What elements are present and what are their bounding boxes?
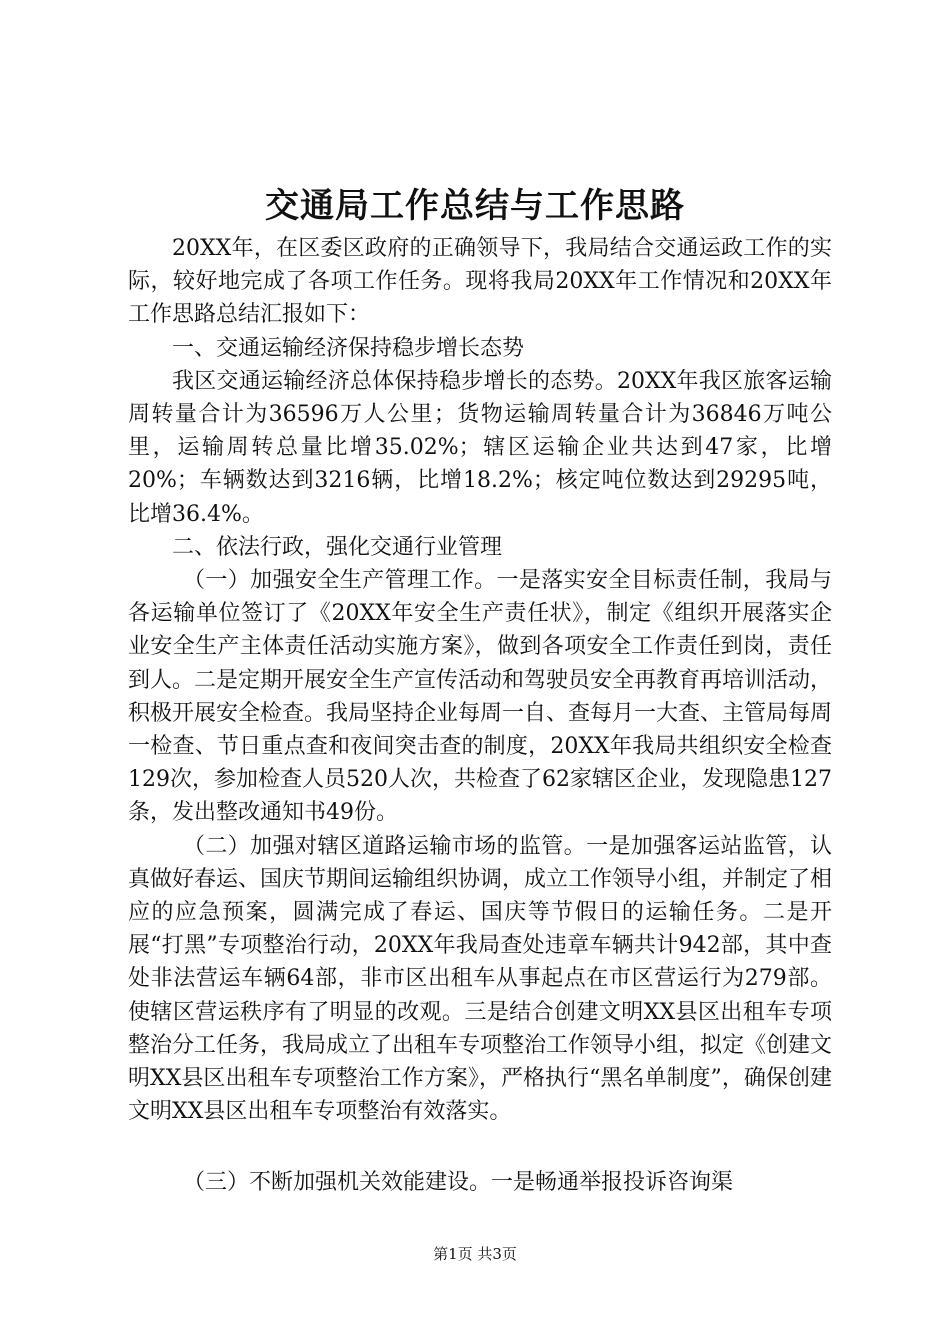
document-body	[128, 232, 832, 1200]
subsection-3-paragraph: （三）不断加强机关效能建设。一是畅通举报投诉咨询渠	[183, 1170, 734, 1196]
page-footer: 第1页 共3页	[433, 1245, 517, 1263]
subsection-1-paragraph: （一）加强安全生产管理工作。一是落实安全目标责任制，我局与各运输单位签订了《20XX年安全生产责任状》，制定《组织开展落实企业安全生产主体责任活动实施方案》，做到各项安全工作责任到岗，责任到人。二是定期开展安全生产宣传活动和驾驶员安全再教育再培训活动，积极开展安全检查。我局坚持企业每周一自、查每月一大查、主管局每周一检查、节日重点查和夜间突击查的制度，20XX年我局共组织安全检查129次，参加检查人员520人次，共检查了62家辖区企业，发现隐患127条，发出整改通知书49份。	[128, 568, 833, 826]
section-1-paragraph: 我区交通运输经济总体保持稳步增长的态势。20XX年我区旅客运输周转量合计为36596万人公里；货物运输周转量合计为36846万吨公里，运输周转总量比增35.02%；辖区运输企业共达到47家，比增20%；车辆数达到3216辆，比增18.2%；核定吨位数达到29295吨，比增36.4%。	[128, 368, 832, 527]
document-title: 交通局工作总结与工作思路	[265, 186, 685, 226]
paragraph-gap	[128, 1128, 832, 1166]
subsection-2-paragraph: （二）加强对辖区道路运输市场的监管。一是加强客运站监管，认真做好春运、国庆节期间运输组织协调，成立工作领导小组，并制定了相应的应急预案，圆满完成了春运、国庆等节假日的运输任务。二是开展“打黑”专项整治行动，20XX年我局查处违章车辆共计942部，其中查处非法营运车辆64部，非市区出租车从事起点在市区营运行为279部。使辖区营运秩序有了明显的改观。三是结合创建文明XX县区出租车专项整治分工任务，我局成立了出租车专项整治工作领导小组，拟定《创建文明XX县区出租车专项整治工作方案》，严格执行“黑名单制度”，确保创建文明XX县区出租车专项整治有效落实。	[128, 833, 833, 1125]
section-heading-1: 一、交通运输经济保持稳步增长态势	[172, 335, 525, 361]
intro-paragraph: 20XX年，在区委区政府的正确领导下，我局结合交通运政工作的实际，较好地完成了各项工作任务。现将我局20XX年工作情况和20XX年工作思路总结汇报如下：	[128, 236, 832, 328]
section-heading-2: 二、依法行政，强化交通行业管理	[172, 534, 503, 560]
